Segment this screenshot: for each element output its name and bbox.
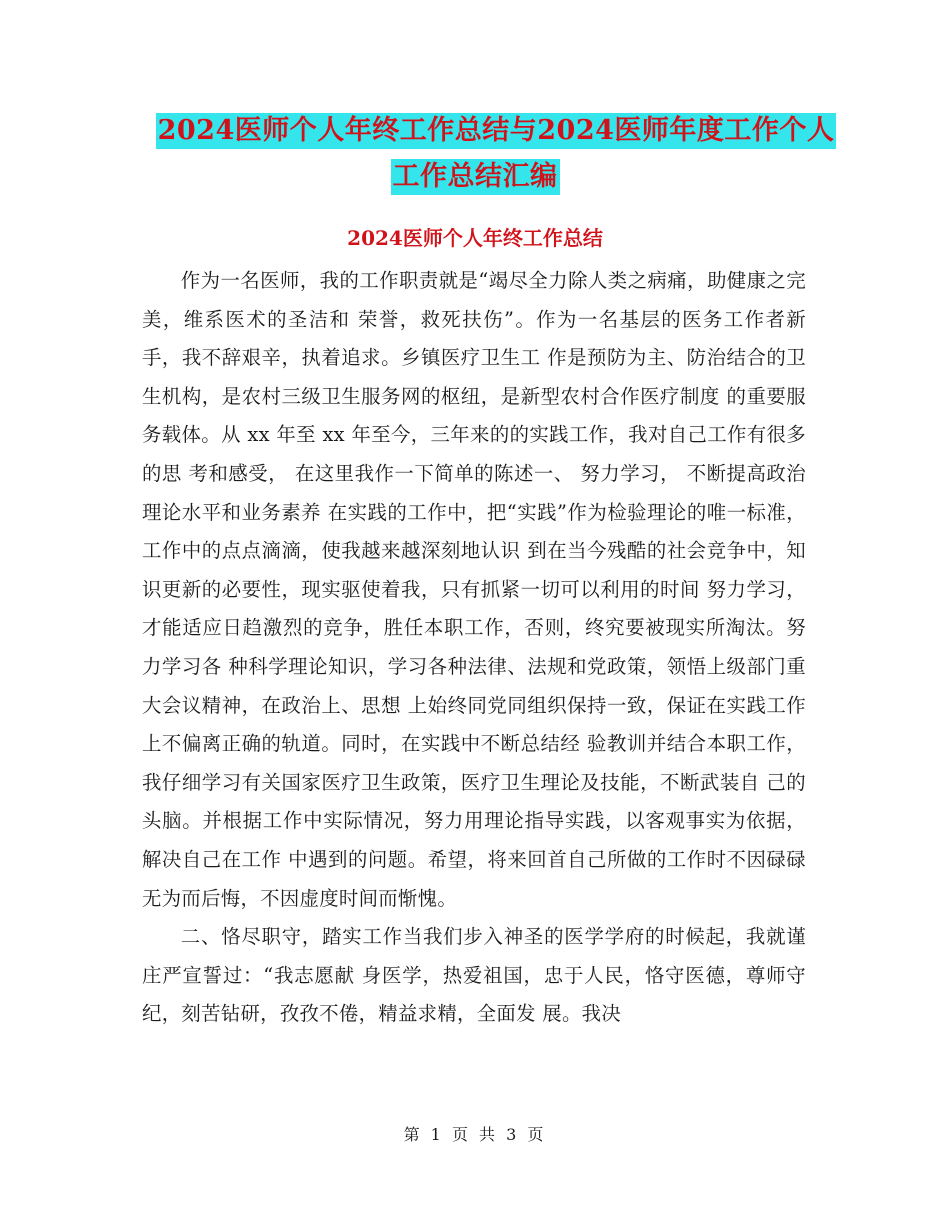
document-title xyxy=(0,113,950,195)
title-line-2: 工作总结汇编 xyxy=(391,159,560,195)
title-line-1: 2024医师个人年终工作总结与2024医师年度工作个人 xyxy=(156,113,837,149)
document-body xyxy=(142,262,806,1034)
section-heading: 2024医师个人年终工作总结 xyxy=(347,226,603,250)
paragraph-2: 二、恪尽职守，踏实工作当我们步入神圣的医学学府的时候起，我就谨庄严宣誓过：“我志愿献 身医学，热爱祖国，忠于人民，恪守医德，尊师守纪，刻苦钻研，孜孜不倦，精益求精，全面发 展。我决 xyxy=(142,925,806,1026)
paragraph-1: 作为一名医师，我的工作职责就是“竭尽全力除人类之病痛，助健康之完美，维系医术的圣洁和 荣誉，救死扶伤”。作为一名基层的医务工作者新手，我不辞艰辛，执着追求。乡镇医疗卫生工 作是预防为主、防治结合的卫生机构，是农村三级卫生服务网的枢纽，是新型农村合作医疗制度 的重要服务载体。从 xx 年至 xx 年至今，三年来的的实践工作，我对自己工作有很多的思 考和感受， 在这里我作一下简单的陈述一、 努力学习， 不断提高政治理论水平和业务素养 在实践的工作中，把“实践”作为检验理论的唯一标准，工作中的点点滴滴，使我越来越深刻地认识 到在当今残酷的社会竞争中，知识更新的必要性，现实驱使着我，只有抓紧一切可以利用的时间 努力学习，才能适应日趋激烈的竞争，胜任本职工作，否则，终究要被现实所淘汰。努力学习各 种科学理论知识，学习各种法律、法规和党政策，领悟上级部门重大会议精神，在政治上、思想 上始终同党同组织保持一致，保证在实践工作上不偏离正确的轨道。同时，在实践中不断总结经 验教训并结合本职工作，我仔细学习有关国家医疗卫生政策，医疗卫生理论及技能，不断武装自 己的头脑。并根据工作中实际情况，努力用理论指导实践，以客观事实为依据，解决自己在工作 中遇到的问题。希望，将来回首自己所做的工作时不因碌碌无为而后悔，不因虚度时间而惭愧。 xyxy=(142,269,806,910)
page-footer: 第 1 页 共 3 页 xyxy=(403,1125,547,1144)
